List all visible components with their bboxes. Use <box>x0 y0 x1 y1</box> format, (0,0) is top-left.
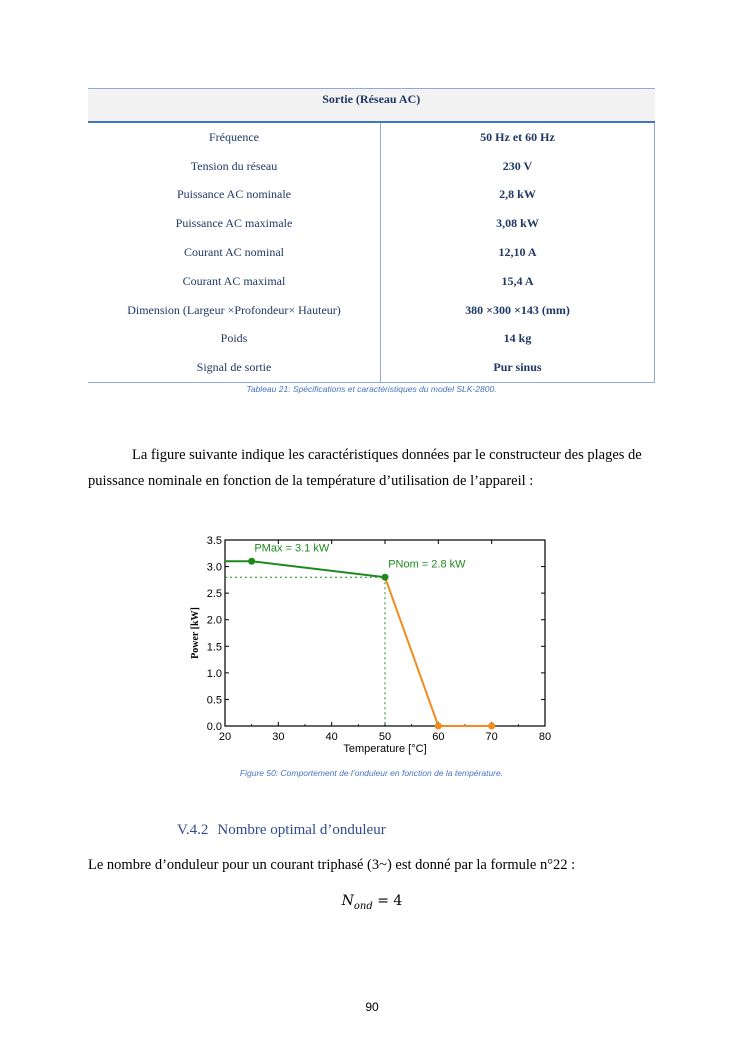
formula <box>0 893 744 912</box>
x-tick-label: 80 <box>538 731 552 743</box>
table-row <box>88 353 655 382</box>
row-label: Courant AC nominal <box>88 238 381 267</box>
annotation-label: PNom = 2.8 kW <box>388 558 466 571</box>
row-label: Puissance AC maximale <box>88 209 381 238</box>
table-row <box>88 238 655 267</box>
y-axis-label: Power [kW] <box>190 607 201 659</box>
table-row <box>88 325 655 354</box>
x-tick-label: 20 <box>218 731 232 743</box>
annotation-label: PMax = 3.1 kW <box>254 542 330 555</box>
paragraph-line-1: La figure suivante indique les caractéristiques données par le constructeur des plages de <box>132 447 642 463</box>
data-point <box>382 574 389 581</box>
table-row <box>88 209 655 238</box>
y-tick-label: 0.5 <box>206 694 222 707</box>
y-tick-label: 2.0 <box>206 614 222 627</box>
paragraph-line-2: puissance nominale en fonction de la température d’utilisation de l’appareil : <box>88 473 534 489</box>
y-tick-label: 0.0 <box>206 721 222 733</box>
formula-rest: = 4 <box>372 893 403 909</box>
data-point <box>488 723 495 730</box>
x-tick-label: 70 <box>485 731 498 743</box>
table-row <box>88 152 655 181</box>
body-text: Le nombre d’onduleur pour un courant triphasé (3~) est donné par la formule n°22 : <box>88 857 576 873</box>
section-title: Nombre optimal d’onduleur <box>217 822 386 838</box>
row-label: Courant AC maximal <box>88 267 381 296</box>
section-heading <box>177 822 386 839</box>
figure-caption: Figure 50: Comportement de l’onduleur en fonction de la température. <box>239 768 504 778</box>
table-row <box>88 296 655 325</box>
row-value: 380 ×300 ×143 (mm) <box>381 296 655 325</box>
y-tick-label: 1.0 <box>206 667 222 680</box>
table-row <box>88 181 655 210</box>
y-tick-label: 3.5 <box>206 535 222 547</box>
x-tick-label: 50 <box>378 731 392 743</box>
paragraph <box>88 442 656 494</box>
data-point <box>248 558 255 565</box>
row-value: 230 V <box>381 152 655 181</box>
row-label: Dimension (Largeur ×Profondeur× Hauteur) <box>88 296 381 325</box>
formula-subscript: ond <box>353 900 373 912</box>
data-point <box>435 723 442 730</box>
x-tick-label: 40 <box>325 731 338 743</box>
row-value: 14 kg <box>381 325 655 354</box>
row-value: 12,10 A <box>381 238 655 267</box>
y-tick-label: 1.5 <box>206 641 222 654</box>
y-tick-label: 2.5 <box>206 588 222 601</box>
temperature-power-chart <box>185 530 560 760</box>
table-row <box>88 122 655 152</box>
row-label: Puissance AC nominale <box>88 181 381 210</box>
x-tick-label: 60 <box>432 731 445 743</box>
row-value: Pur sinus <box>381 353 655 382</box>
page-number: 90 <box>365 1000 379 1014</box>
specifications-table <box>88 88 655 383</box>
row-value: 2,8 kW <box>381 181 655 210</box>
formula-symbol: N <box>341 893 354 909</box>
row-value: 15,4 A <box>381 267 655 296</box>
table-caption: Tableau 21: Spécifications et caractéristiques du model SLK-2800. <box>246 384 497 394</box>
row-label: Tension du réseau <box>88 152 381 181</box>
table-header: Sortie (Réseau AC) <box>88 89 655 123</box>
row-label: Poids <box>88 325 381 354</box>
x-tick-label: 30 <box>272 731 285 743</box>
table-row <box>88 267 655 296</box>
x-axis-label: Temperature [°C] <box>343 743 427 755</box>
y-tick-label: 3.0 <box>206 561 222 574</box>
section-number: V.4.2 <box>177 822 209 838</box>
row-value: 3,08 kW <box>381 209 655 238</box>
row-value: 50 Hz et 60 Hz <box>381 122 655 152</box>
row-label: Fréquence <box>88 122 381 152</box>
row-label: Signal de sortie <box>88 353 381 382</box>
